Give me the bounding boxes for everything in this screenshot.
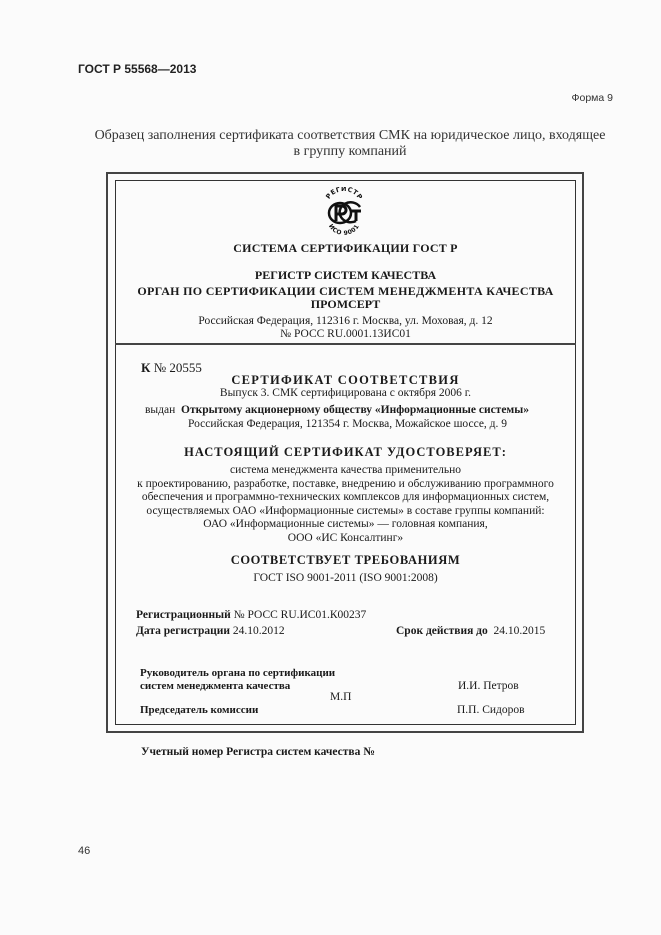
registration-number-row: [136, 609, 366, 621]
issued-label: выдан: [145, 404, 176, 416]
scope-line: система менеджмента качества применительно: [229, 464, 462, 476]
issued-to-address: Российская Федерация, 121354 г. Москва, Можайское шоссе, д. 9: [188, 418, 508, 430]
organ-address: Российская Федерация, 112316 г. Москва, ул. Моховая, д. 12: [198, 315, 493, 327]
caption-line-1: Образец заполнения сертификата соответствия СМК на юридическое лицо, входящее: [94, 128, 606, 143]
valid-until-row: [396, 625, 545, 637]
issued-to-line: [145, 404, 529, 416]
registration-date-row: [136, 625, 285, 637]
certificate-title: СЕРТИФИКАТ СООТВЕТСТВИЯ: [231, 373, 460, 387]
svg-text:РЕГИСТР: РЕГИСТР: [324, 187, 365, 202]
certificate-issue-info: Выпуск 3. СМК сертифицирована с октября 2006 г.: [219, 387, 472, 399]
register-account-number-label: Учетный номер Регистра систем качества №: [141, 746, 375, 758]
certificate-divider: [115, 343, 576, 345]
chair-signatory-name: П.П. Сидоров: [457, 704, 525, 716]
standard-code: ГОСТ Р 55568—2013: [78, 62, 197, 76]
organ-name: ПРОМСЕРТ: [310, 297, 381, 311]
certificate-number-prefix: К: [141, 360, 151, 375]
scope-line: ООО «ИС Консалтинг»: [287, 531, 404, 544]
registration-label: Регистрационный: [136, 609, 231, 621]
valid-until-date: 24.10.2015: [493, 625, 546, 637]
page-number: 46: [78, 845, 91, 857]
head-signatory-label: [140, 667, 335, 693]
applied-standard: ГОСТ ISO 9001-2011 (ISO 9001:2008): [253, 572, 438, 584]
registration-number: № РОСС RU.ИС01.К00237: [233, 609, 367, 621]
certification-scope: [115, 464, 576, 545]
form-label: Форма 9: [571, 92, 613, 104]
registration-date: 24.10.2012: [232, 625, 285, 637]
head-label-line-1: Руководитель органа по сертификации: [140, 667, 336, 679]
complies-heading: СООТВЕТСТВУЕТ ТРЕБОВАНИЯМ: [230, 553, 461, 567]
valid-until-label: Срок действия до: [396, 625, 488, 637]
stamp-placeholder: М.П: [330, 691, 352, 703]
scope-line: обеспечения и программно-технических комплексов для информационных систем,: [141, 491, 550, 503]
svg-text:ИСО 9001: ИСО 9001: [326, 222, 361, 237]
chair-signatory-label: Председатель комиссии: [140, 704, 259, 716]
head-label-line-2: систем менеджмента качества: [140, 680, 291, 692]
document-caption: [80, 128, 620, 160]
head-signatory-name: И.И. Петров: [458, 680, 519, 692]
registration-date-label: Дата регистрации: [136, 625, 231, 637]
scope-line: к проектированию, разработке, поставке, внедрению и обслуживанию программного: [137, 477, 554, 490]
register-title: РЕГИСТР СИСТЕМ КАЧЕСТВА: [254, 268, 437, 282]
certifies-heading: НАСТОЯЩИЙ СЕРТИФИКАТ УДОСТОВЕРЯЕТ:: [184, 445, 507, 459]
rst-registr-logo-icon: [316, 187, 372, 237]
issued-to-company: Открытому акционерному обществу «Информационные системы»: [181, 404, 529, 416]
certification-organ-title: ОРГАН ПО СЕРТИФИКАЦИИ СИСТЕМ МЕНЕДЖМЕНТА КАЧЕСТВА: [137, 284, 554, 298]
scope-line: ОАО «Информационные системы» — головная компания,: [203, 518, 488, 530]
certification-system-title: СИСТЕМА СЕРТИФИКАЦИИ ГОСТ Р: [233, 241, 458, 255]
certificate-number-value: № 20555: [153, 360, 202, 375]
scope-line: осуществляемых ОАО «Информационные системы» в составе группы компаний:: [146, 504, 545, 517]
caption-line-2: в группу компаний: [293, 144, 407, 159]
organ-accreditation-number: № РОСС RU.0001.13ИС01: [280, 328, 411, 340]
